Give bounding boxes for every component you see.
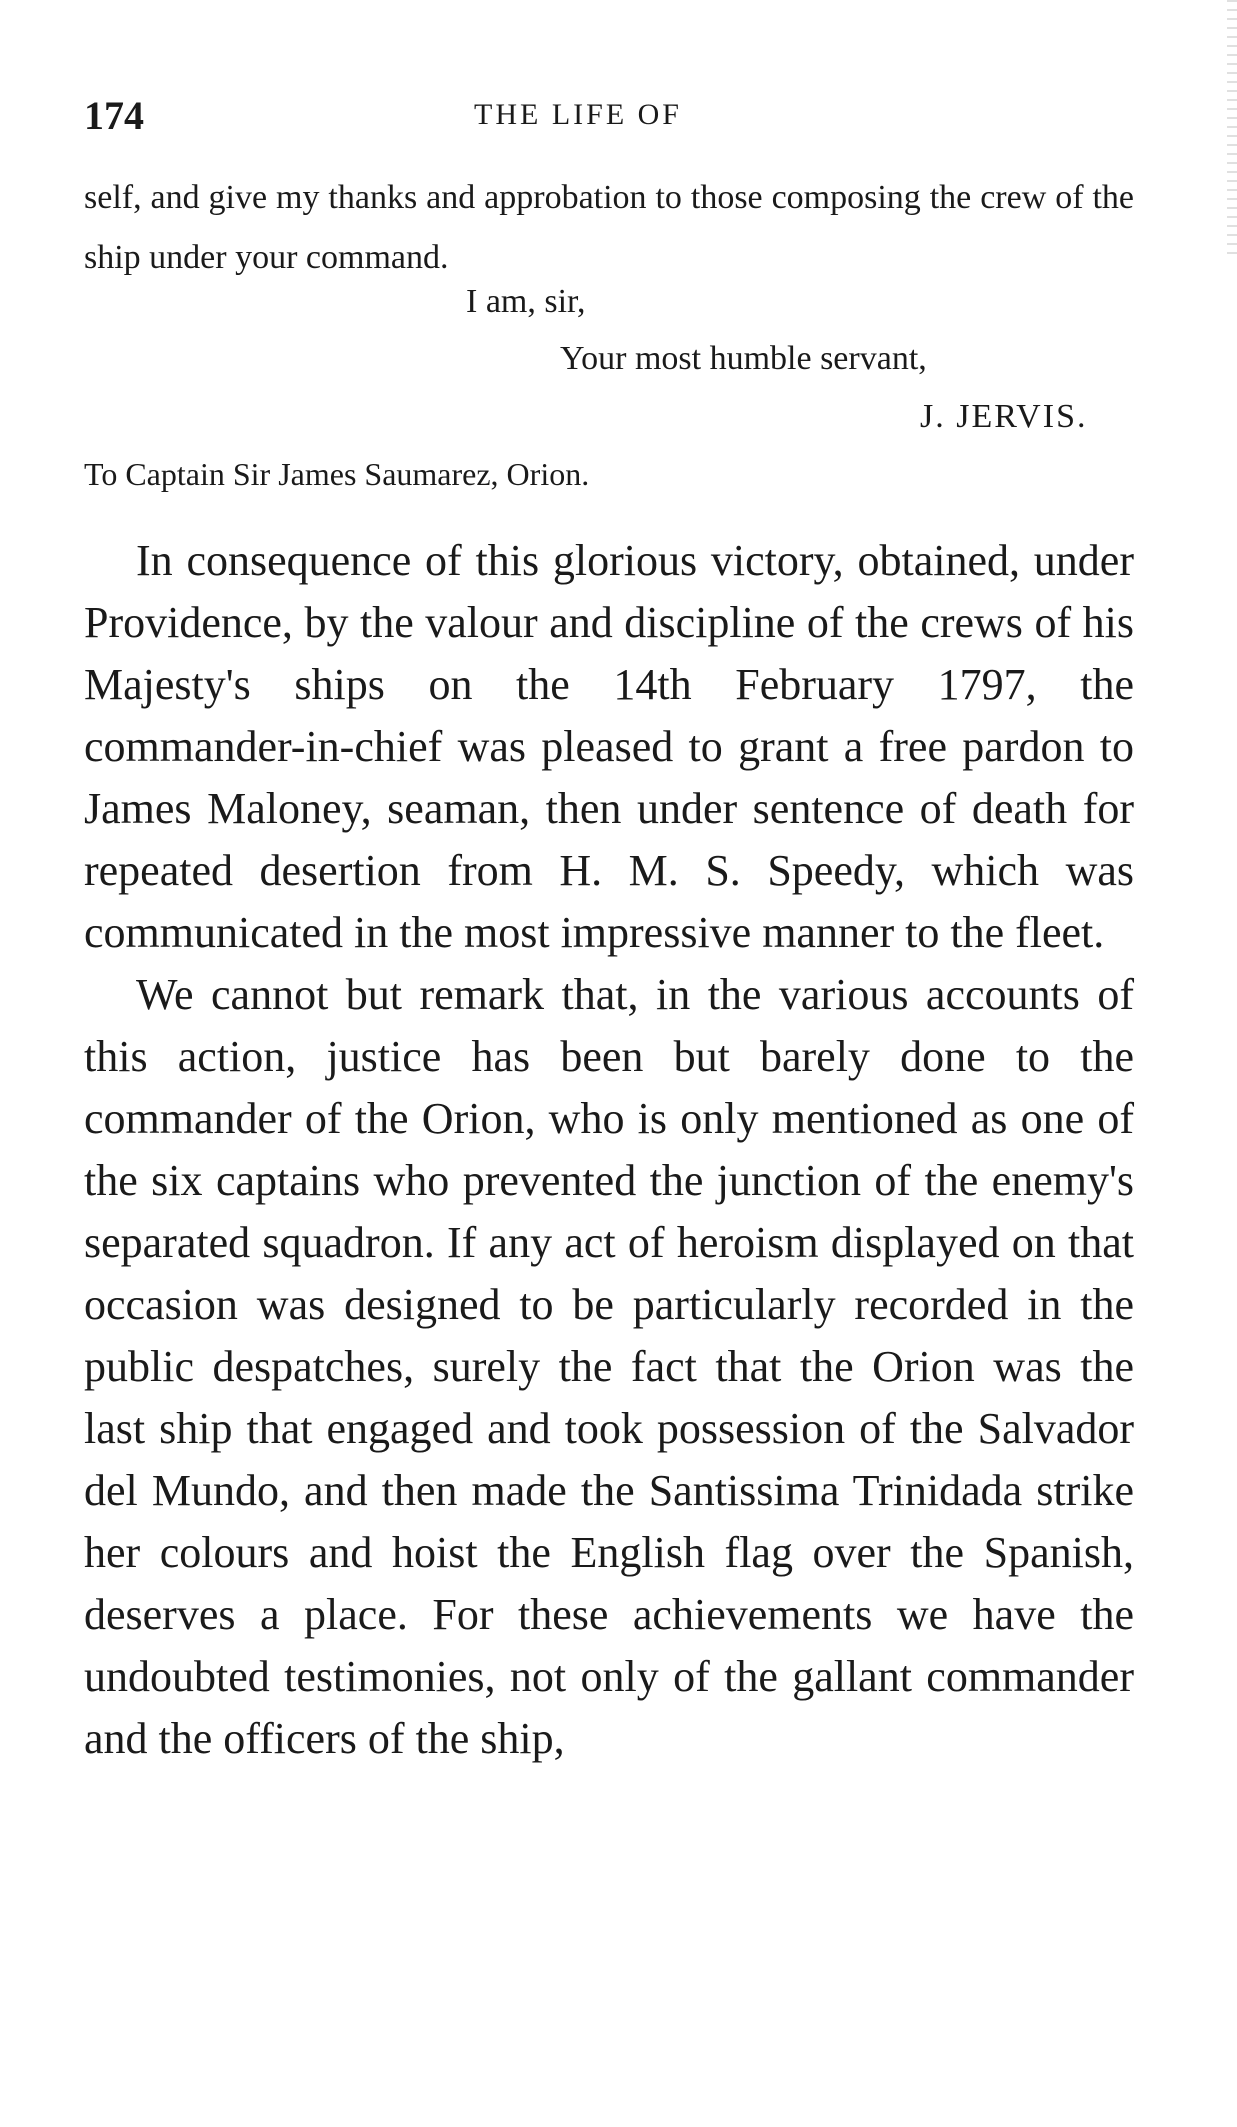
paragraph: In consequence of this glorious victory, obtained, under Providence, by the valour and discipline of the crews of his Majesty's ships on the 14th February 1797, the commander-in-chief was pleased to grant a free pardon to James Maloney, seaman, then under sentence of death for repeated desertion from H. M. S. Speedy, which was communicated in the most impressive manner to the fleet. bbox=[84, 536, 1134, 957]
page-number: 174 bbox=[84, 93, 144, 138]
letter-addressee: To Captain Sir James Saumarez, Orion. bbox=[84, 456, 590, 492]
letter-closing-salutation: I am, sir, bbox=[466, 283, 586, 320]
running-head: THE LIFE OF bbox=[474, 98, 682, 131]
letter-closing-servant: Your most humble servant, bbox=[560, 340, 927, 377]
letter-excerpt bbox=[84, 168, 1134, 492]
main-text bbox=[84, 530, 1134, 1770]
paragraph: We cannot but remark that, in the various accounts of this action, justice has been but barely done to the commander of the Orion, who is only mentioned as one of the six captains who prevented the junction of the enemy's separated squadron. If any act of heroism displayed on that occasion was designed to be particularly recorded in the public despatches, surely the fact that the Orion was the last ship that engaged and took possession of the Salvador del Mundo, and then made the Santissima Trinidada strike her colours and hoist the English flag over the Spanish, deserves a place. For these achievements we have the undoubted testimonies, not only of the gallant commander and the officers of the ship, bbox=[84, 970, 1134, 1763]
letter-signature: J. JERVIS. bbox=[920, 398, 1088, 435]
page-header bbox=[84, 92, 1134, 142]
page-edge-shadow bbox=[1227, 0, 1237, 260]
letter-continuation: self, and give my thanks and approbation to those composing the crew of the ship under your command. bbox=[84, 179, 1134, 276]
